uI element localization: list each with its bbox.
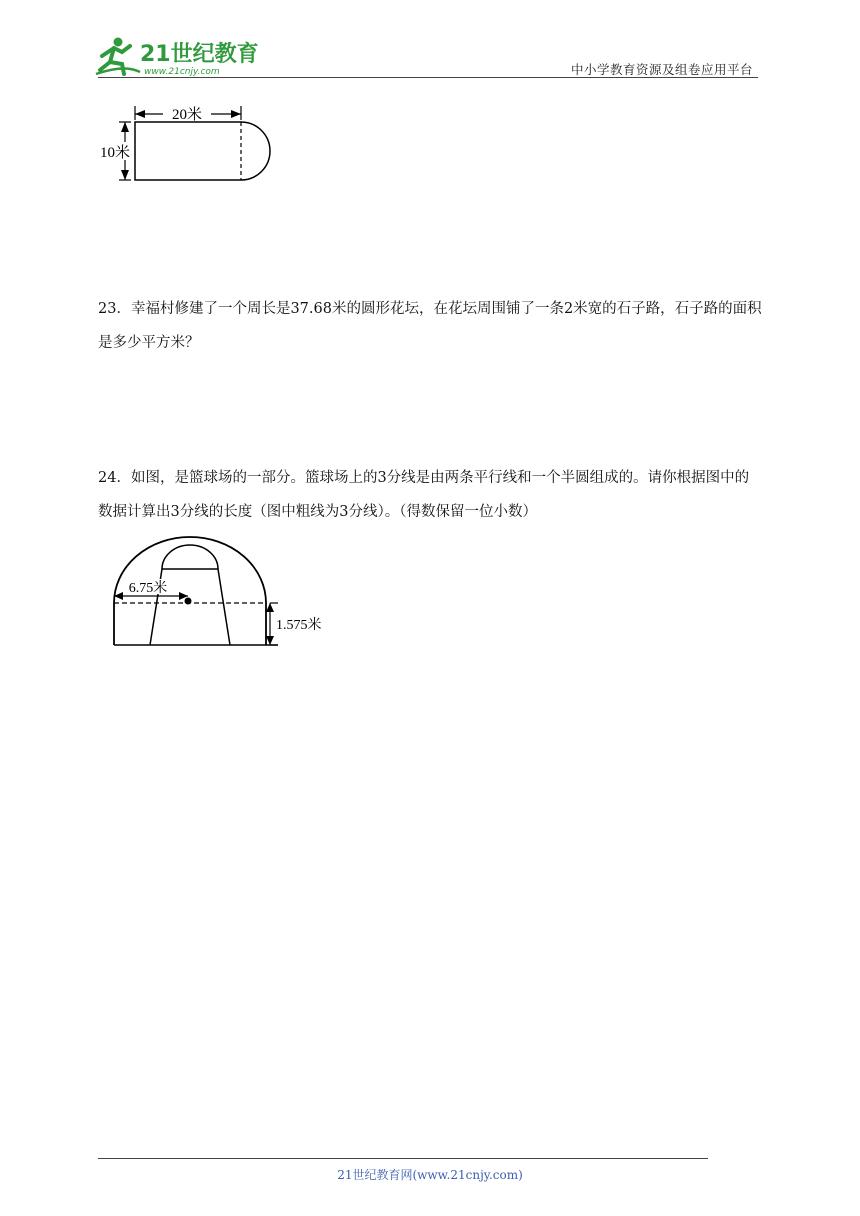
rectangle-semicircle-figure	[95, 102, 295, 190]
logo-text: 21世纪教育	[140, 42, 259, 67]
runner-icon	[96, 38, 140, 75]
footer-divider	[98, 1158, 708, 1159]
question-23: 23．幸福村修建了一个周长是37.68米的圆形花坛，在花坛周围铺了一条2米宽的石子路，石子路的面积是多少平方米？	[98, 301, 762, 351]
header-divider	[98, 77, 758, 78]
footer-link[interactable]: 21世纪教育网(www.21cnjy.com)	[337, 1168, 523, 1182]
question-24: 24．如图，是篮球场的一部分。篮球场上的3分线是由两条平行线和一个半圆组成的。请你根据图中的数据计算出3分线的长度（图中粗线为3分线）。（得数保留一位小数）	[98, 470, 750, 520]
logo-url: www.21cnjy.com	[144, 67, 220, 77]
platform-name: 中小学教育资源及组卷应用平台	[571, 62, 754, 77]
radius-label: 6.75米	[128, 581, 168, 596]
basketball-court-figure	[108, 535, 338, 653]
court-height-label: 1.575米	[276, 618, 322, 633]
height-label: 10米	[99, 145, 131, 161]
width-label: 20米	[171, 107, 203, 123]
site-logo	[94, 34, 264, 78]
